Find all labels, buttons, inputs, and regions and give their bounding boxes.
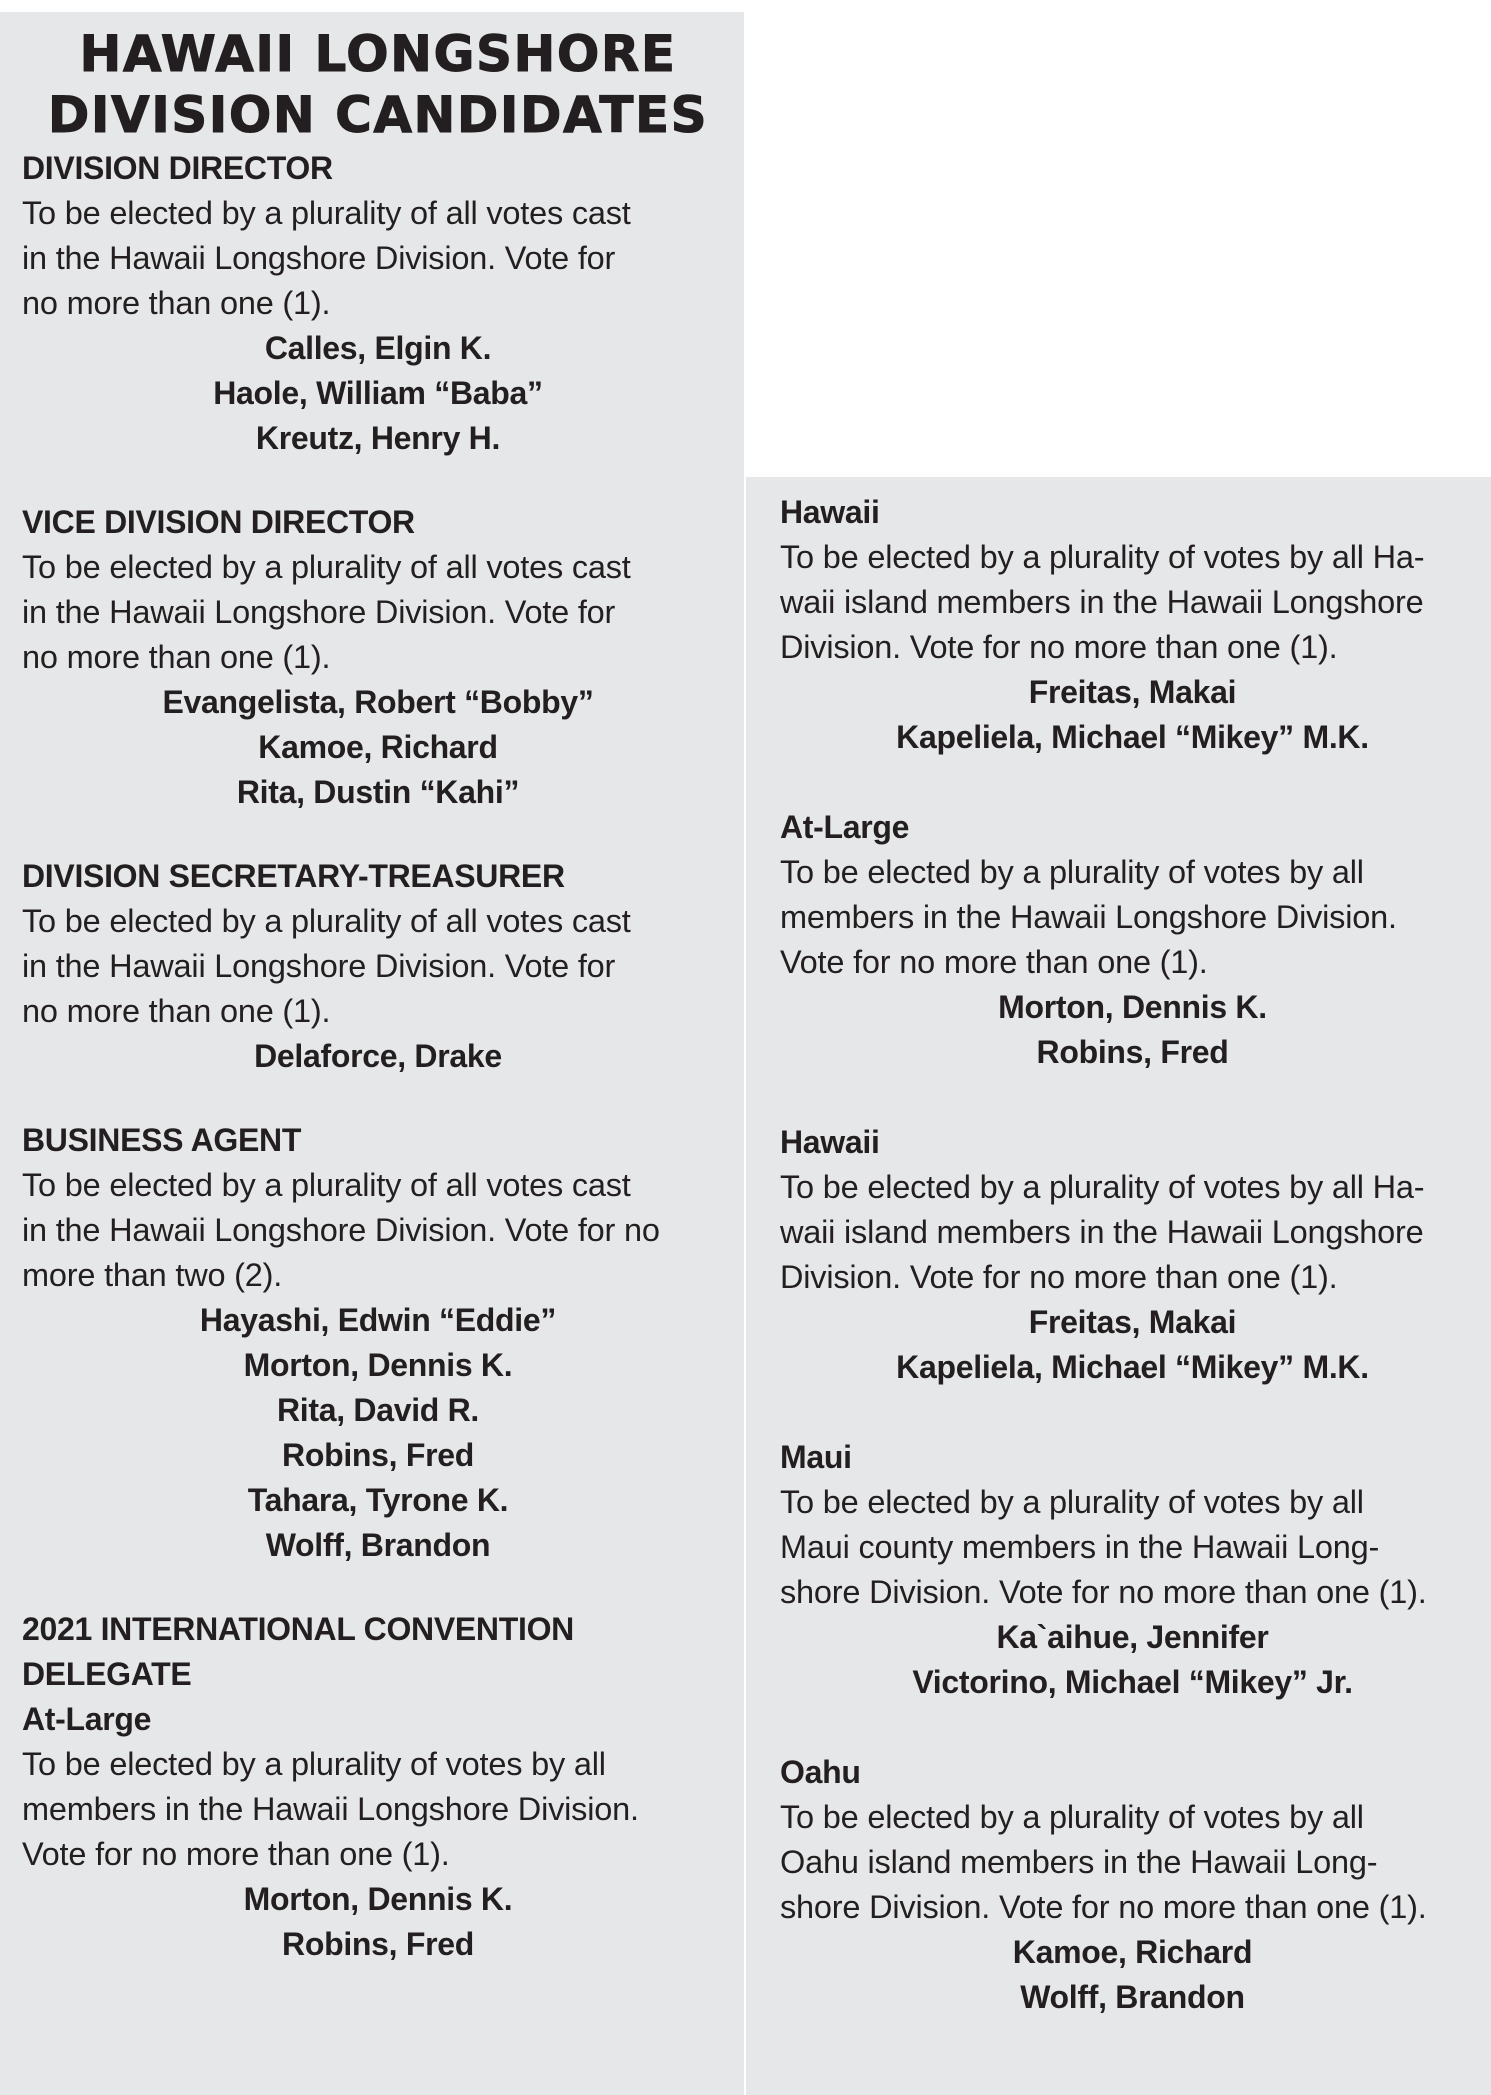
section-at-large (780, 805, 1485, 1075)
candidate-name: Wolff, Brandon (1020, 1979, 1245, 2015)
section-subtitle: At-Large (22, 1701, 152, 1737)
candidate-name: Calles, Elgin K. (264, 330, 492, 366)
candidate-list (22, 680, 734, 815)
candidate-name: Freitas, Makai (1028, 674, 1237, 710)
description-line: in the Hawaii Longshore Division. Vote for no (22, 1212, 660, 1248)
section-vice-division-director (22, 500, 734, 815)
description-line: Oahu island members in the Hawaii Long- (780, 1844, 1378, 1880)
description-line: shore Division. Vote for no more than one (1). (780, 1889, 1427, 1925)
description-line: no more than one (1). (22, 639, 331, 675)
candidate-name: Robins, Fred (1036, 1034, 1229, 1070)
candidate-list (780, 1300, 1485, 1390)
section-title: Maui (780, 1439, 852, 1475)
section-title: VICE DIVISION DIRECTOR (22, 504, 415, 540)
description-line: in the Hawaii Longshore Division. Vote for (22, 948, 616, 984)
section-description (780, 1165, 1485, 1300)
candidate-name: Robins, Fred (282, 1437, 474, 1473)
description-line: shore Division. Vote for no more than one (1). (780, 1574, 1427, 1610)
section-description (780, 1480, 1485, 1615)
section-oahu (780, 1750, 1485, 2020)
candidate-name: Tahara, Tyrone K. (247, 1482, 509, 1518)
section-title: At-Large (780, 809, 910, 845)
description-line: To be elected by a plurality of votes by all Ha- (780, 539, 1425, 575)
candidate-name: Rita, David R. (276, 1392, 480, 1428)
candidate-name: Evangelista, Robert “Bobby” (162, 684, 594, 720)
candidate-list (22, 1034, 734, 1079)
section-description (22, 545, 734, 680)
left-column (22, 24, 734, 1967)
section-division-director (22, 146, 734, 461)
description-line: members in the Hawaii Longshore Division. (22, 1791, 639, 1827)
candidate-name: Robins, Fred (282, 1926, 474, 1962)
section-maui (780, 1435, 1485, 1705)
candidate-list (22, 1877, 734, 1967)
right-column (780, 490, 1485, 2020)
description-line: To be elected by a plurality of all votes cast (22, 1167, 631, 1203)
description-line: To be elected by a plurality of all votes cast (22, 903, 631, 939)
section-title: BUSINESS AGENT (22, 1122, 302, 1158)
candidate-name: Haole, William “Baba” (213, 375, 543, 411)
section-description (22, 899, 734, 1034)
candidate-name: Rita, Dustin “Kahi” (236, 774, 520, 810)
section-description (780, 1795, 1485, 1930)
description-line: Vote for no more than one (1). (780, 944, 1208, 980)
candidate-name: Kreutz, Henry H. (255, 420, 501, 456)
candidate-name: Kamoe, Richard (1012, 1934, 1253, 1970)
description-line: members in the Hawaii Longshore Division. (780, 899, 1397, 935)
description-line: more than two (2). (22, 1257, 283, 1293)
section-title: Hawaii (780, 1124, 880, 1160)
section-title: DIVISION SECRETARY-TREASURER (22, 858, 565, 894)
headline-line-2: DIVISION CANDIDATES (47, 86, 709, 144)
description-line: no more than one (1). (22, 285, 331, 321)
description-line: waii island members in the Hawaii Longshore (780, 1214, 1424, 1250)
section-description (780, 850, 1485, 985)
candidate-name: Freitas, Makai (1028, 1304, 1237, 1340)
candidate-name: Morton, Dennis K. (243, 1881, 513, 1917)
headline-line-1: HAWAII LONGSHORE (79, 25, 677, 83)
candidate-list (780, 1615, 1485, 1705)
candidate-name: Wolff, Brandon (265, 1527, 491, 1563)
description-line: To be elected by a plurality of votes by all (780, 1484, 1364, 1520)
candidate-name: Ka`aihue, Jennifer (996, 1619, 1269, 1655)
section-convention-delegate-at-large (22, 1607, 734, 1967)
description-line: in the Hawaii Longshore Division. Vote for (22, 594, 616, 630)
section-hawaii (780, 490, 1485, 760)
section-title: DIVISION DIRECTOR (22, 150, 333, 186)
candidate-name: Morton, Dennis K. (998, 989, 1267, 1025)
description-line: To be elected by a plurality of all votes cast (22, 195, 631, 231)
section-description (780, 535, 1485, 670)
section-title-continued: DELEGATE (22, 1656, 192, 1692)
description-line: To be elected by a plurality of votes by all (780, 854, 1364, 890)
candidate-list (780, 670, 1485, 760)
section-secretary-treasurer (22, 854, 734, 1079)
description-line: no more than one (1). (22, 993, 331, 1029)
candidate-list (22, 1298, 734, 1568)
candidate-name: Victorino, Michael “Mikey” Jr. (912, 1664, 1353, 1700)
headline (10, 24, 746, 146)
section-business-agent (22, 1118, 734, 1568)
description-line: To be elected by a plurality of all votes cast (22, 549, 631, 585)
description-line: Maui county members in the Hawaii Long- (780, 1529, 1380, 1565)
description-line: To be elected by a plurality of votes by all (22, 1746, 606, 1782)
description-line: in the Hawaii Longshore Division. Vote for (22, 240, 616, 276)
candidate-name: Delaforce, Drake (254, 1038, 502, 1074)
description-line: waii island members in the Hawaii Longshore (780, 584, 1424, 620)
description-line: To be elected by a plurality of votes by all Ha- (780, 1169, 1425, 1205)
description-line: Vote for no more than one (1). (22, 1836, 450, 1872)
description-line: Division. Vote for no more than one (1). (780, 629, 1338, 665)
section-title: Hawaii (780, 494, 880, 530)
description-line: Division. Vote for no more than one (1). (780, 1259, 1338, 1295)
section-title: Oahu (780, 1754, 861, 1790)
candidate-name: Kapeliela, Michael “Mikey” M.K. (896, 1349, 1369, 1385)
section-title: 2021 INTERNATIONAL CONVENTION (22, 1611, 574, 1647)
candidate-list (780, 1930, 1485, 2020)
candidate-name: Morton, Dennis K. (243, 1347, 513, 1383)
candidate-name: Kapeliela, Michael “Mikey” M.K. (896, 719, 1369, 755)
candidate-list (780, 985, 1485, 1075)
section-description (22, 1742, 734, 1877)
section-description (22, 1163, 734, 1298)
candidate-name: Kamoe, Richard (258, 729, 498, 765)
candidate-list (22, 326, 734, 461)
section-description (22, 191, 734, 326)
description-line: To be elected by a plurality of votes by all (780, 1799, 1364, 1835)
candidate-name: Hayashi, Edwin “Eddie” (199, 1302, 557, 1338)
section-hawaii-2 (780, 1120, 1485, 1390)
